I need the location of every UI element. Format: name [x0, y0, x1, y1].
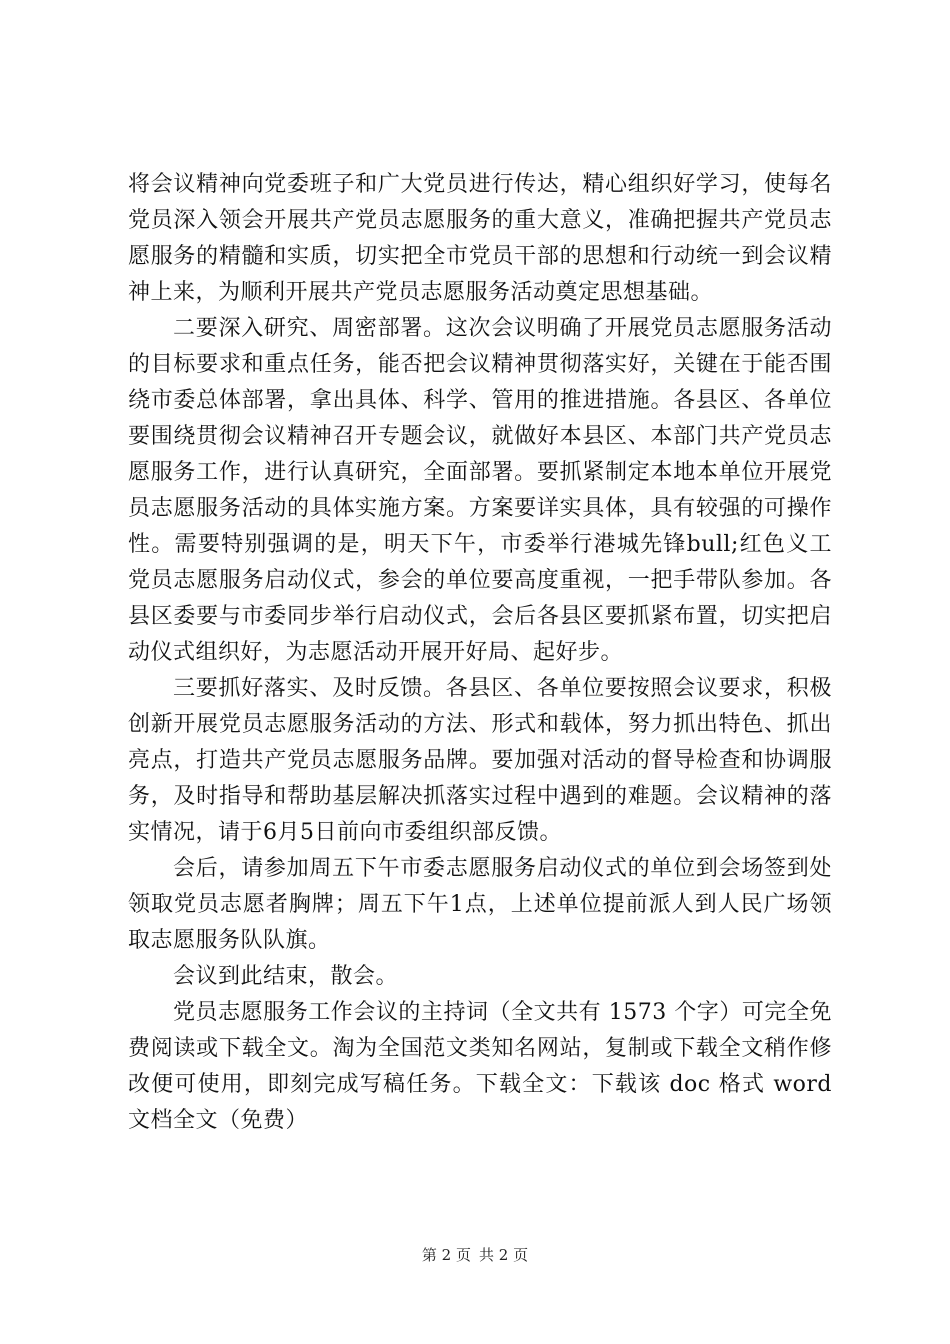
- paragraph-after-meeting: 会后，请参加周五下午市委志愿服务启动仪式的单位到会场签到处领取党员志愿者胸牌；周五下午1点，上述单位提前派人到人民广场领取志愿服务队队旗。: [128, 856, 832, 953]
- paragraph-continuation: 将会议精神向党委班子和广大党员进行传达，精心组织好学习，使每名党员深入领会开展共产党员志愿服务的重大意义，准确把握共产党员志愿服务的精髓和实质，切实把全市党员干部的思想和行动统一到会议精神上来，为顺利开展共产党员志愿服务活动奠定思想基础。: [128, 172, 832, 305]
- page-footer: [0, 1245, 950, 1265]
- paragraph-point-two: 二要深入研究、周密部署。这次会议明确了开展党员志愿服务活动的目标要求和重点任务，能否把会议精神贯彻落实好，关键在于能否围绕市委总体部署，拿出具体、科学、管用的推进措施。各县区、各单位要围绕贯彻会议精神召开专题会议，就做好本县区、本部门共产党员志愿服务工作，进行认真研究，全面部署。要抓紧制定本地本单位开展党员志愿服务活动的具体实施方案。方案要详实具体，具有较强的可操作性。需要特别强调的是，明天下午，市委举行港城先锋bull;红色义工党员志愿服务启动仪式，参会的单位要高度重视，一把手带队参加。各县区委要与市委同步举行启动仪式，会后各县区要抓紧布置，切实把启动仪式组织好，为志愿活动开展开好局、起好步。: [128, 316, 832, 665]
- page-number: 第 2 页: [421, 1246, 471, 1264]
- paragraph-download-notice: 党员志愿服务工作会议的主持词（全文共有 1573 个字）可完全免费阅读或下载全文。淘为全国范文类知名网站，复制或下载全文稍作修改便可使用，即刻完成写稿任务。下载全文：下载该 doc 格式 word 文档全文（免费）: [128, 1000, 832, 1133]
- document-body: [128, 167, 832, 1139]
- paragraph-point-three: 三要抓好落实、及时反馈。各县区、各单位要按照会议要求，积极创新开展党员志愿服务活动的方法、形式和载体，努力抓出特色、抓出亮点，打造共产党员志愿服务品牌。要加强对活动的督导检查和协调服务，及时指导和帮助基层解决抓落实过程中遇到的难题。会议精神的落实情况，请于6月5日前向市委组织部反馈。: [128, 676, 832, 845]
- paragraph-closing: 会议到此结束，散会。: [173, 964, 399, 989]
- page-total: 共 2 页: [479, 1246, 529, 1264]
